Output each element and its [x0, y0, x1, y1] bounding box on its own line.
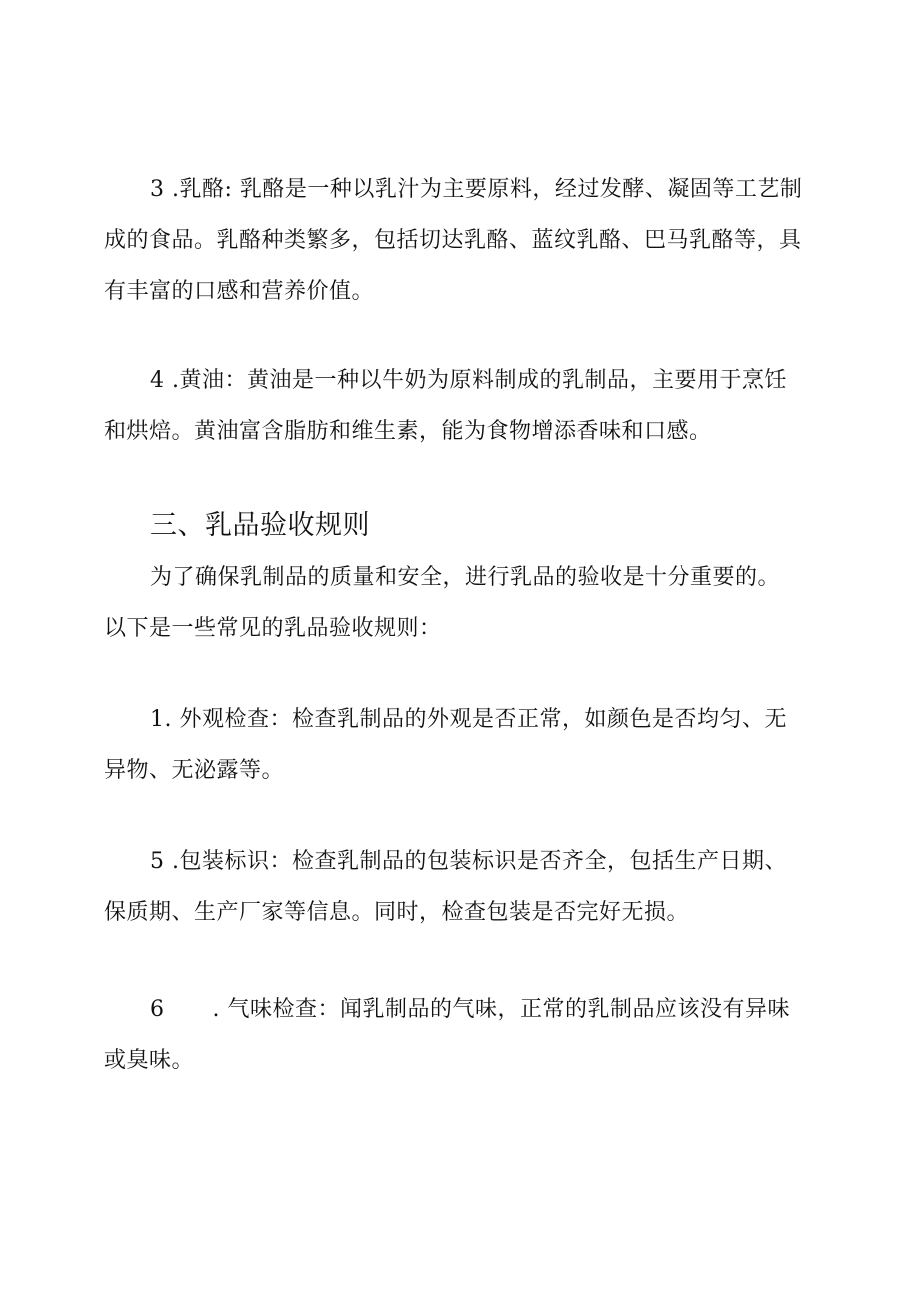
paragraph-rule-packaging	[104, 836, 820, 938]
paragraph-line: 成的食品。乳酪种类繁多，包括切达乳酪、蓝纹乳酪、巴马乳酪等，具	[104, 228, 802, 253]
paragraph-line: 保质期、生产厂家等信息。同时，检查包装是否完好无损。	[104, 900, 690, 925]
paragraph-rule-smell	[104, 984, 820, 1086]
list-number: 6	[150, 997, 165, 1022]
paragraph-intro	[104, 552, 820, 654]
paragraph-line: 异物、无泌露等。	[104, 758, 285, 783]
paragraph-cheese	[104, 164, 820, 317]
paragraph-line: 或臭味。	[104, 1048, 195, 1073]
paragraph-line: 为了确保乳制品的质量和安全，进行乳品的验收是十分重要的。	[150, 565, 781, 590]
paragraph-line: 5 .包装标识：检查乳制品的包装标识是否齐全，包括生产日期、	[150, 849, 787, 874]
paragraph-line: 3 .乳酪: 乳酪是一种以乳汁为主要原料，经过发酵、凝固等工艺制	[150, 177, 803, 202]
paragraph-butter	[104, 355, 820, 457]
paragraph-line: 以下是一些常见的乳品验收规则：	[104, 616, 442, 641]
paragraph-line: 和烘焙。黄油富含脂肪和维生素，能为食物增添香味和口感。	[104, 419, 712, 444]
list-text: . 气味检查：闻乳制品的气味，正常的乳制品应该没有异味	[212, 997, 790, 1022]
paragraph-rule-appearance	[104, 694, 820, 796]
paragraph-line: 有丰富的口感和营养价值。	[104, 279, 375, 304]
paragraph-line: 1. 外观检查：检查乳制品的外观是否正常，如颜色是否均匀、无	[150, 707, 787, 732]
paragraph-line: 4 .黄油：黄油是一种以牛奶为原料制成的乳制品，主要用于烹饪	[150, 368, 787, 393]
section-heading: 三、乳品验收规则	[150, 510, 370, 541]
paragraph-line	[104, 984, 820, 1035]
